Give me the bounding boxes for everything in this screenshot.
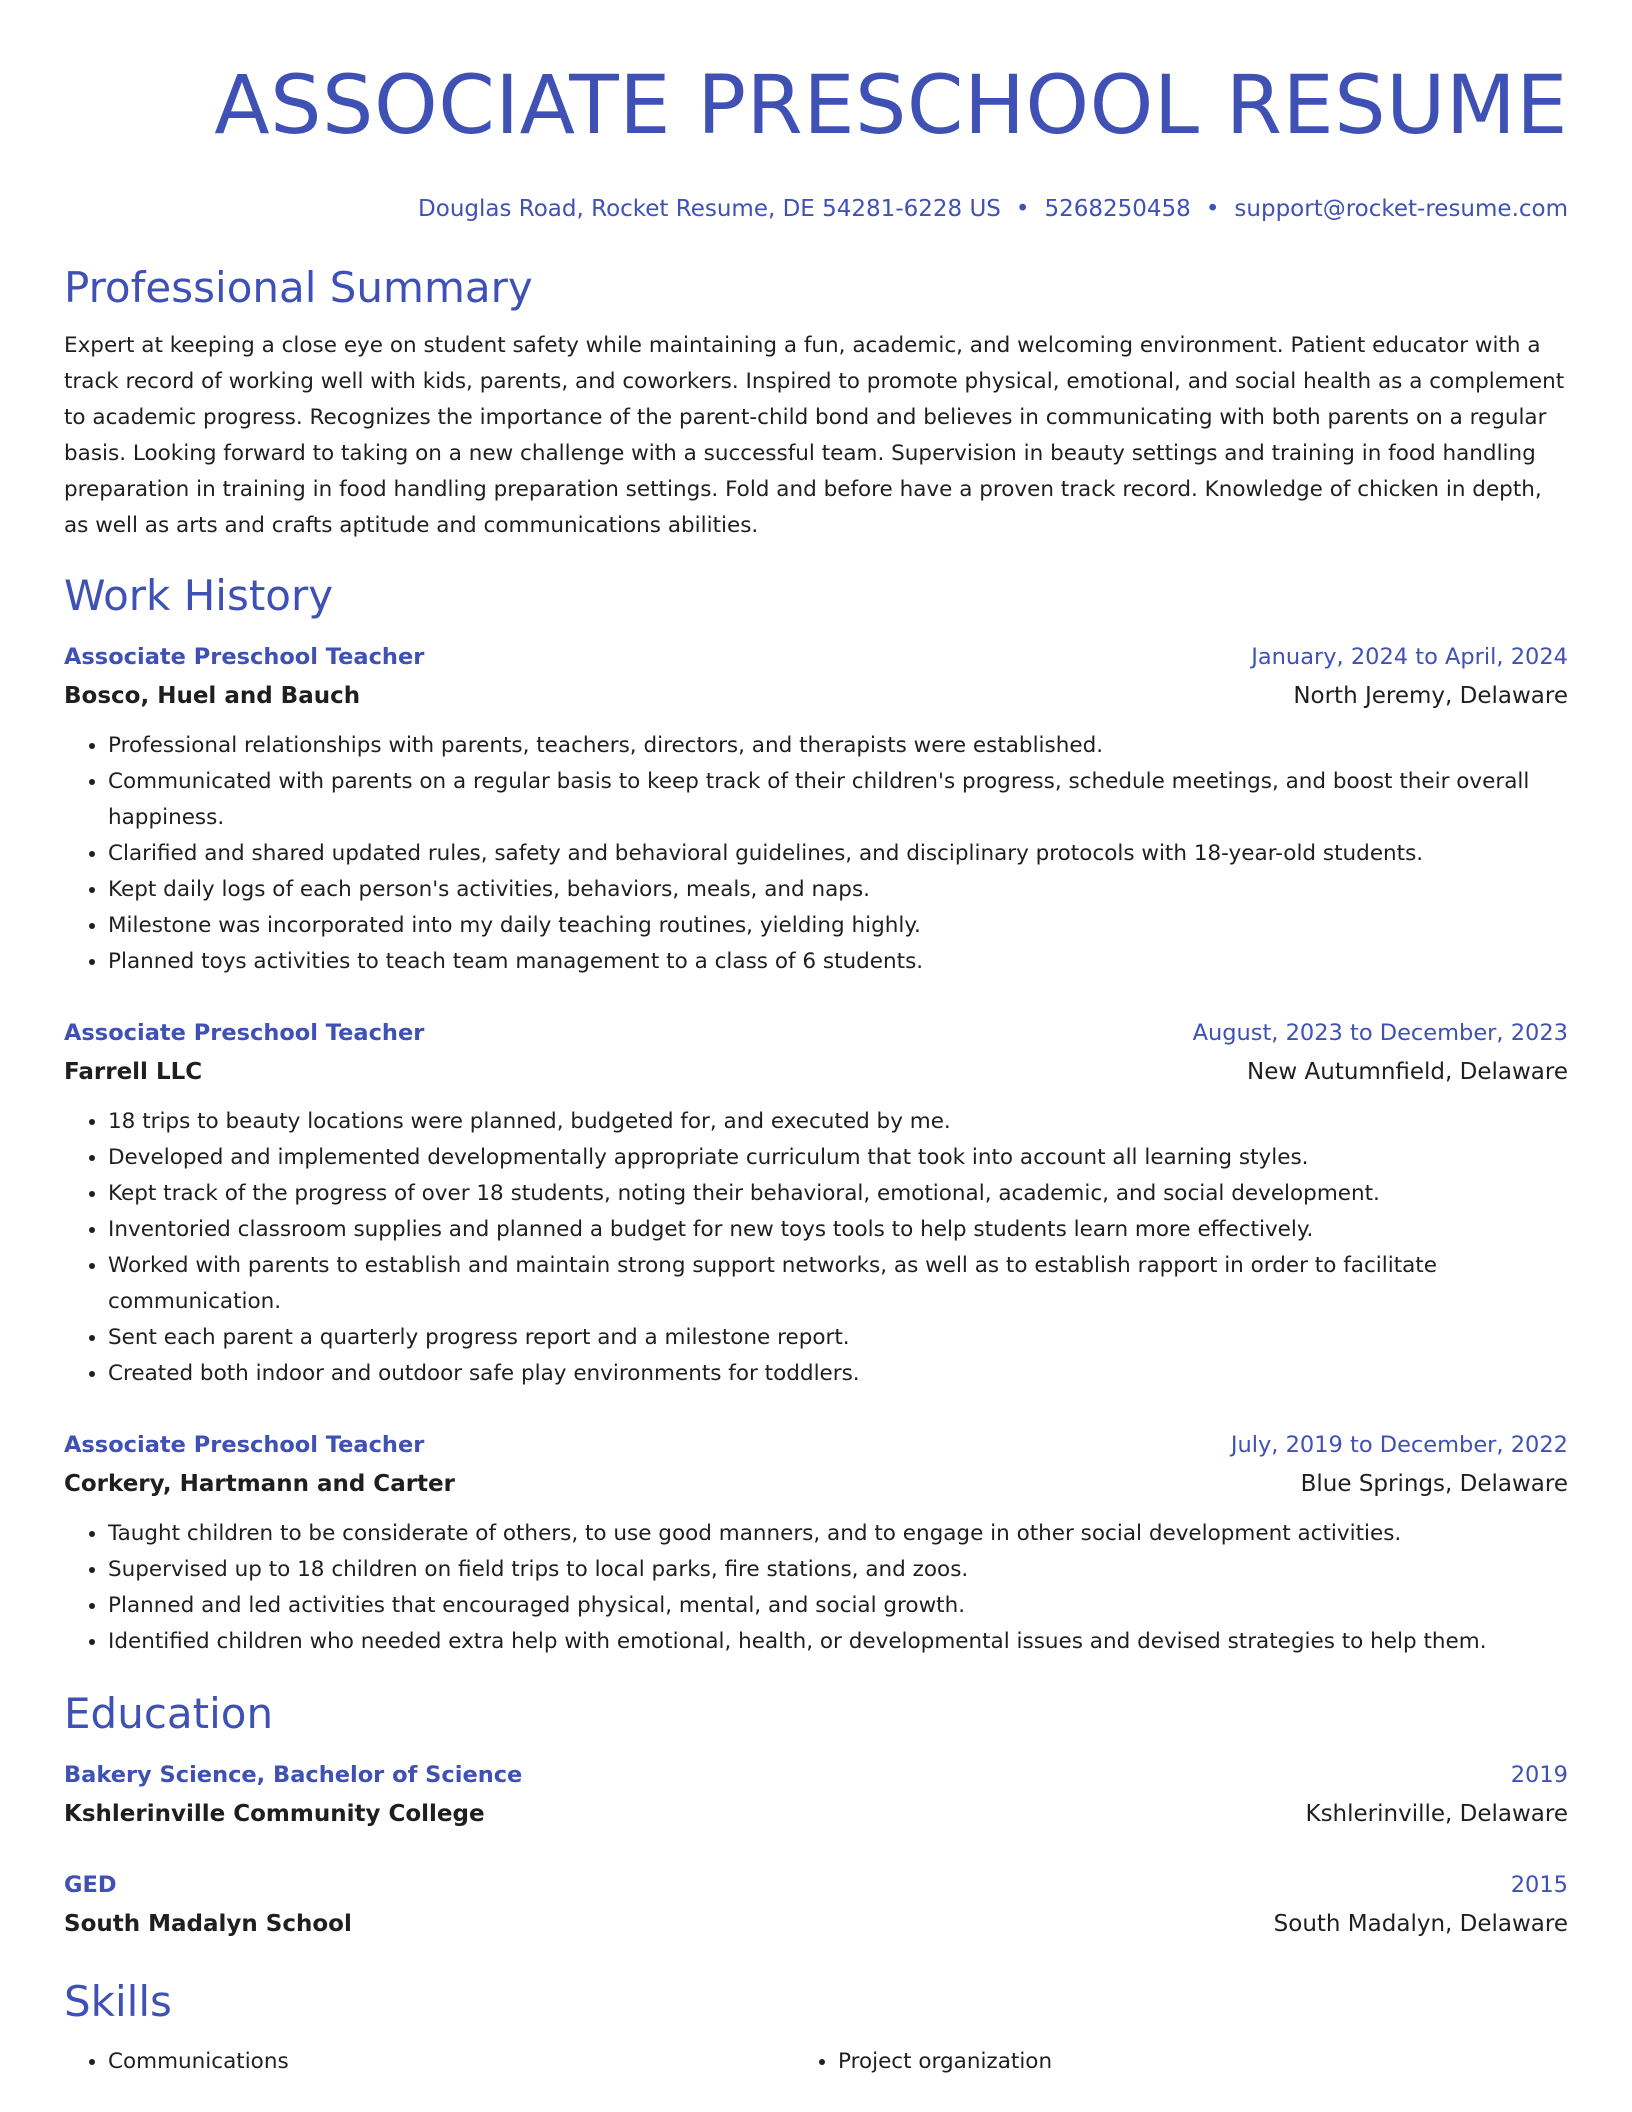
education-degree: GED [64,1872,117,1898]
education-degree: Bakery Science, Bachelor of Science [64,1762,523,1788]
job-bullet: • 18 trips to beauty locations were planned, budgeted for, and executed by me. [108,1104,1568,1140]
job-header-row [64,638,1568,676]
job-dates: July, 2019 to December, 2022 [1230,1432,1568,1458]
resume-title: ASSOCIATE PRESCHOOL RESUME [214,59,1568,153]
job-location: Blue Springs, Delaware [1300,1471,1568,1497]
education-school-row [64,1904,1568,1944]
job-company-row [64,1464,1568,1504]
job-location: New Autumnfield, Delaware [1247,1059,1568,1085]
job-header-row [64,1014,1568,1052]
education-year: 2019 [1510,1762,1568,1788]
contact-address: Douglas Road, Rocket Resume, DE 54281-6228 US [418,196,1001,222]
education-heading: Education [64,1689,274,1738]
contact-email: support@rocket-resume.com [1234,196,1568,222]
job-bullet: • Worked with parents to establish and maintain strong support networks, as well as to establish rapport in order to facilitate communication. [108,1248,1568,1320]
job-bullet: • Kept track of the progress of over 18 students, noting their behavioral, emotional, academic, and social development. [108,1176,1568,1212]
education-location: Kshlerinville, Delaware [1305,1801,1568,1827]
job-company-row [64,676,1568,716]
contact-separator: • [1015,196,1030,222]
job-bullet: • Milestone was incorporated into my daily teaching routines, yielding highly. [108,908,1568,944]
job-dates: January, 2024 to April, 2024 [1251,644,1568,670]
education-header-row [64,1756,1568,1794]
summary-heading: Professional Summary [64,263,533,312]
education-location: South Madalyn, Delaware [1273,1911,1568,1937]
job-bullet: • Communicated with parents on a regular basis to keep track of their children's progress, schedule meetings, and boost their overall happiness. [108,764,1568,836]
job-bullet: • Clarified and shared updated rules, safety and behavioral guidelines, and disciplinary protocols with 18-year-old students. [108,836,1568,872]
skill-item: • Project organization [838,2044,1568,2080]
job-bullet: • Kept daily logs of each person's activities, behaviors, meals, and naps. [108,872,1568,908]
job-role: Associate Preschool Teacher [64,1020,425,1046]
education-header-row [64,1866,1568,1904]
education-school: Kshlerinville Community College [64,1801,485,1827]
skill-item: • Communications [108,2044,838,2080]
job-header-row [64,1426,1568,1464]
job-entry [64,1014,1568,1392]
education-school-row [64,1794,1568,1834]
work-history-heading: Work History [64,571,334,620]
contact-phone: 5268250458 [1044,196,1191,222]
job-bullet: • Supervised up to 18 children on field trips to local parks, fire stations, and zoos. [108,1552,1568,1588]
education-year: 2015 [1510,1872,1568,1898]
job-bullet: • Identified children who needed extra help with emotional, health, or developmental issues and devised strategies to help them. [108,1624,1568,1660]
contact-separator: • [1205,196,1220,222]
contact-line [64,192,1568,226]
job-bullet: • Sent each parent a quarterly progress report and a milestone report. [108,1320,1568,1356]
job-bullets [64,728,1568,980]
job-location: North Jeremy, Delaware [1293,683,1568,709]
education-entry [64,1866,1568,1944]
job-role: Associate Preschool Teacher [64,644,425,670]
skills-heading: Skills [64,1977,172,2026]
skills-list [64,2044,1568,2080]
job-bullet: • Planned and led activities that encouraged physical, mental, and social growth. [108,1588,1568,1624]
summary-text: Expert at keeping a close eye on student safety while maintaining a fun, academic, and welcoming environment. Patient educator with a track record of working well with kids, parents, and coworkers. Inspired to promote physical, emotional, and social health as a complement to academic progress. Recognizes the importance of the parent-child bond and believes in communicating with both parents on a regular basis. Looking forward to taking on a new challenge with a successful team. Supervision in beauty settings and training in food handling preparation in training in food handling preparation settings. Fold and before have a proven track record. Knowledge of chicken in depth, as well as arts and crafts aptitude and communications abilities. [64,333,1565,538]
job-dates: August, 2023 to December, 2023 [1192,1020,1568,1046]
job-role: Associate Preschool Teacher [64,1432,425,1458]
job-bullet: • Inventoried classroom supplies and planned a budget for new toys tools to help students learn more effectively. [108,1212,1568,1248]
education-school: South Madalyn School [64,1911,352,1937]
job-entry [64,638,1568,980]
job-company: Farrell LLC [64,1059,203,1085]
job-bullet: • Planned toys activities to teach team management to a class of 6 students. [108,944,1568,980]
job-bullet: • Professional relationships with parents, teachers, directors, and therapists were established. [108,728,1568,764]
job-company: Corkery, Hartmann and Carter [64,1471,455,1497]
job-bullet: • Taught children to be considerate of others, to use good manners, and to engage in other social development activities. [108,1516,1568,1552]
job-bullet: • Developed and implemented developmentally appropriate curriculum that took into account all learning styles. [108,1140,1568,1176]
resume-page [64,0,1568,2080]
education-entry [64,1756,1568,1834]
job-company-row [64,1052,1568,1092]
job-company: Bosco, Huel and Bauch [64,683,361,709]
job-bullets [64,1516,1568,1660]
job-bullet: • Created both indoor and outdoor safe play environments for toddlers. [108,1356,1568,1392]
job-bullets [64,1104,1568,1392]
job-entry [64,1426,1568,1660]
